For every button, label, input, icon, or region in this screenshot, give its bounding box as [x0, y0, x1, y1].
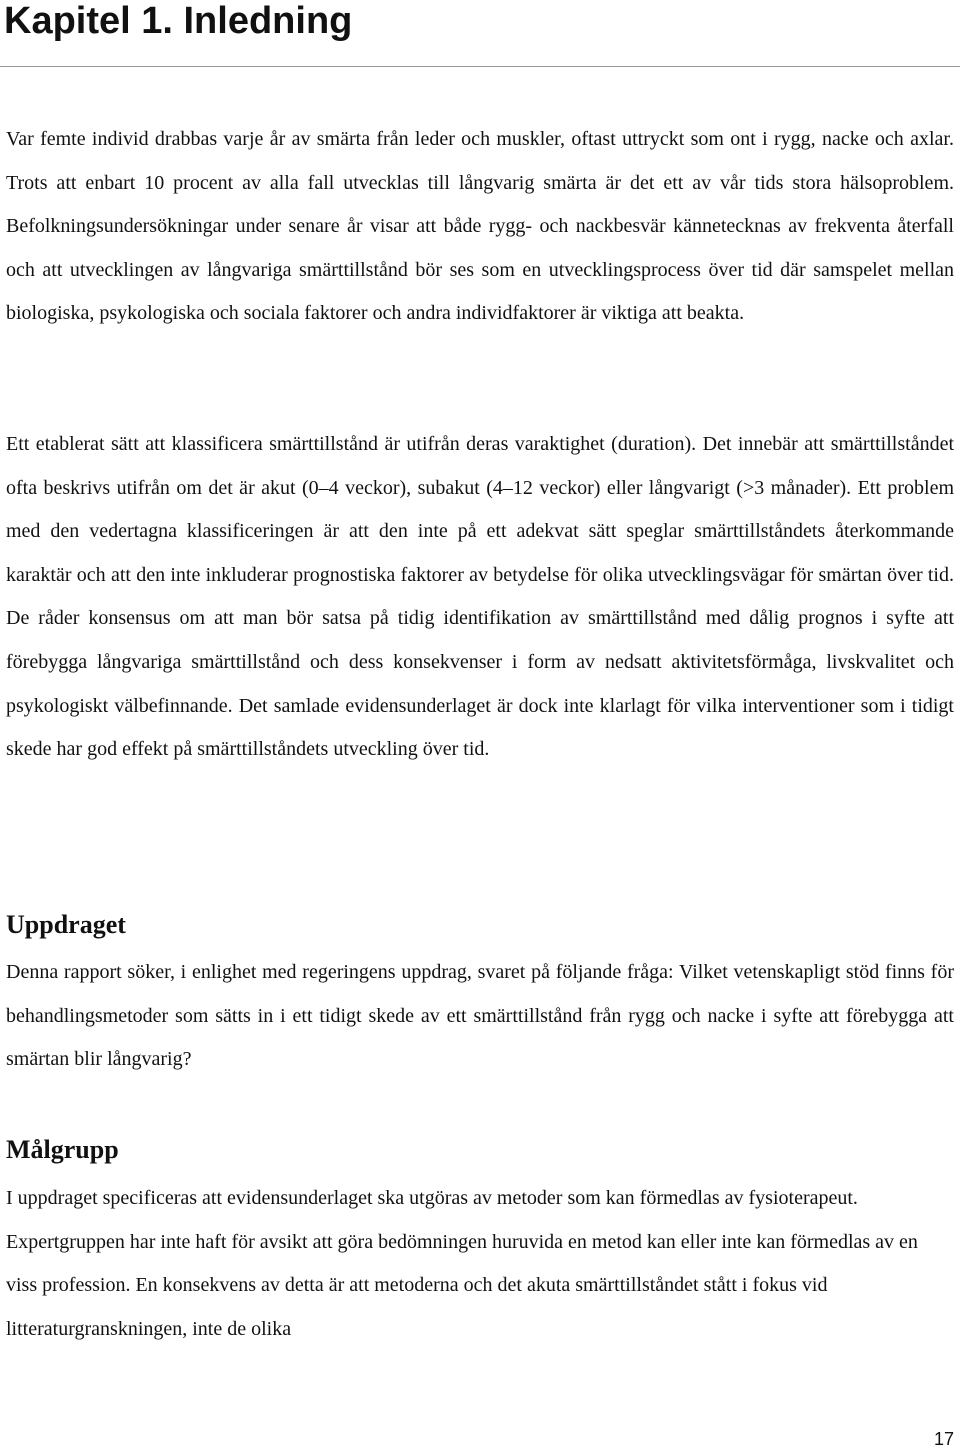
chapter-title: Kapitel 1. Inledning	[4, 0, 353, 42]
section-heading-uppdraget: Uppdraget	[6, 910, 126, 939]
header-rule	[0, 66, 960, 67]
section-text-malgrupp: I uppdraget specificeras att evidensunderlaget ska utgöras av metoder som kan förmedlas av fysioterapeut. Expertgruppen har inte haft för avsikt att göra bedömningen huruvida en metod kan eller inte kan förmedlas av en viss profession. En konsekvens av detta är att metoderna och det akuta smärttillståndet stått i fokus vid litteraturgranskningen, inte de olika	[6, 1187, 918, 1340]
intro-paragraph-1: Var femte individ drabbas varje år av smärta från leder och muskler, oftast uttryckt som ont i rygg, nacke och axlar. Trots att enbart 10 procent av alla fall utvecklas till långvarig smärta är det ett av vår tids stora hälsoproblem. Befolkningsundersökningar under senare år visar att både rygg- och nackbesvär kännetecknas av frekventa återfall och att utvecklingen av långvariga smärttillstånd bör ses som en utvecklingsprocess över tid där samspelet mellan biologiska, psykologiska och sociala faktorer och andra individfaktorer är viktiga att beakta.	[6, 128, 954, 325]
intro-paragraph-2: Ett etablerat sätt att klassificera smärttillstånd är utifrån deras varaktighet (duration). Det innebär att smärttillståndet ofta beskrivs utifrån om det är akut (0–4 veckor), subakut (4–12 veckor) eller långvarigt (>3 månader). Ett problem med den vedertagna klassificeringen är att den inte på ett adekvat sätt speglar smärttillståndets återkommande karaktär och att den inte inkluderar prognostiska faktorer av betydelse för olika utvecklingsvägar för smärtan över tid. De råder konsensus om att man bör satsa på tidig identifikation av smärttillstånd med dålig prognos i syfte att förebygga långvariga smärttillstånd och dess konsekvenser i form av nedsatt aktivitetsförmåga, livskvalitet och psykologiskt välbefinnande. Det samlade evidensunderlaget är dock inte klarlagt för vilka interventioner som i tidigt skede har god effekt på smärttillståndets utveckling över tid.	[6, 433, 954, 761]
page-number: 17	[933, 1429, 954, 1449]
section-heading-malgrupp: Målgrupp	[6, 1135, 119, 1164]
section-text-uppdraget: Denna rapport söker, i enlighet med regeringens uppdrag, svaret på följande fråga: Vilket vetenskapligt stöd finns för behandlingsmetoder som sätts in i ett tidigt skede av ett smärttillstånd från rygg och nacke i syfte att förebygga att smärtan blir långvarig?	[6, 961, 954, 1071]
